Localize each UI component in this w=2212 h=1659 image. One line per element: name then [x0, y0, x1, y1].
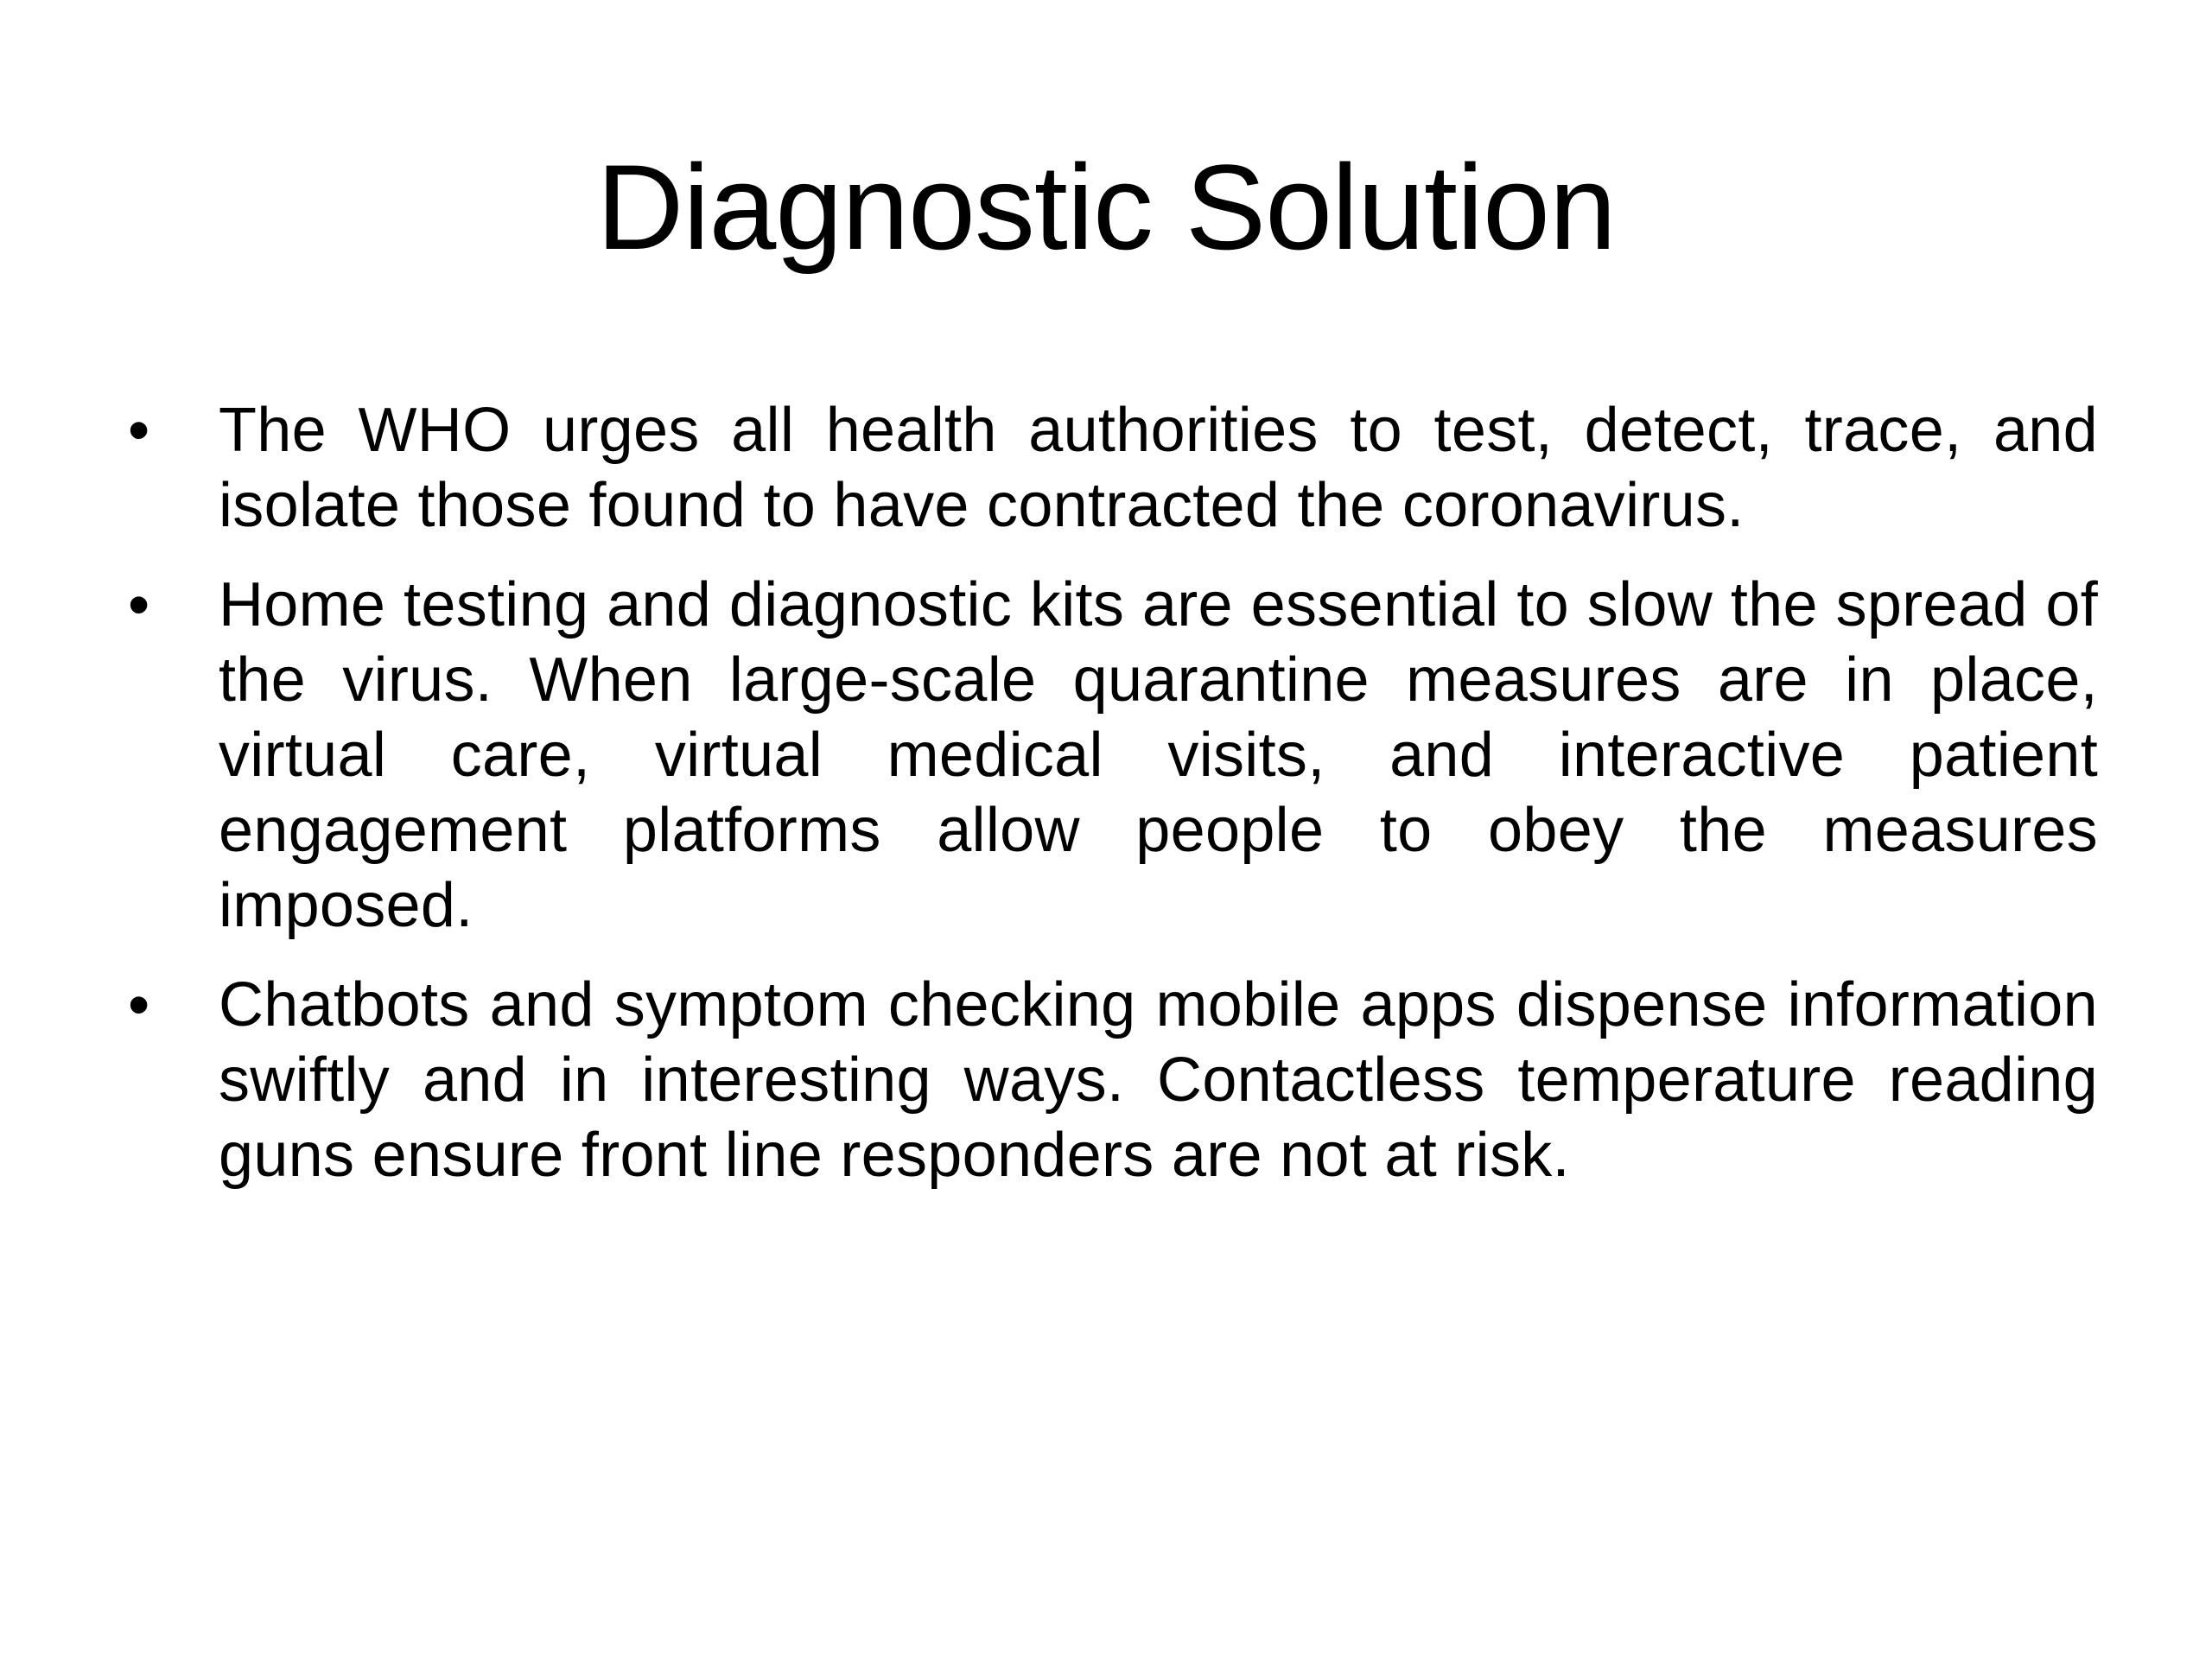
bullet-item	[128, 968, 2098, 1193]
bullet-text: Chatbots and symptom checking mobile apps dispense information swiftly and in interesting ways. Contactless temperature reading guns ensure front line responders are not at risk.	[219, 970, 2098, 1190]
bullet-text: The WHO urges all health authorities to test, detect, trace, and isolate those found to have contracted the coronavirus.	[219, 396, 2098, 540]
bullet-point-icon: •	[128, 570, 150, 639]
bullet-item	[128, 568, 2098, 944]
bullet-text: Home testing and diagnostic kits are essential to slow the spread of the virus. When large-scale quarantine measures are in place, virtual care, virtual medical visits, and interactive patient engagement platforms allow people to obey the measures imposed.	[219, 570, 2098, 940]
slide-title: Diagnostic Solution	[596, 139, 1616, 275]
bullet-point-icon: •	[128, 396, 150, 465]
bullet-item	[128, 393, 2098, 543]
bullet-point-icon: •	[128, 970, 150, 1039]
bullet-list	[128, 393, 2098, 1217]
